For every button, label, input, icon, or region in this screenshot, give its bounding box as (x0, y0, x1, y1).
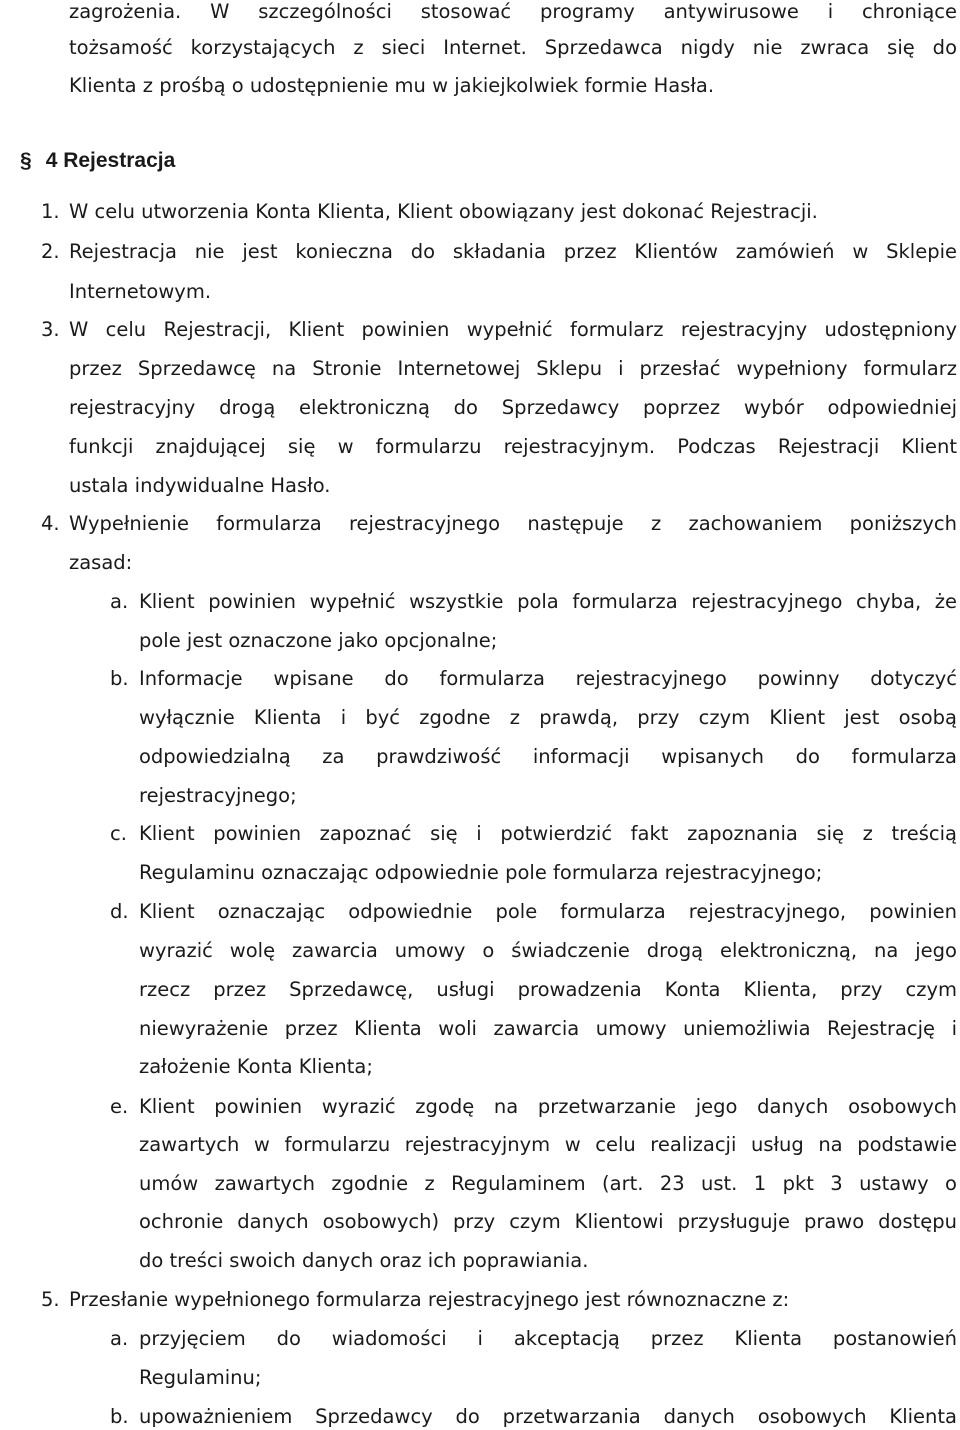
sub-item-line: odpowiedzialną za prawdziwość informacji wpisanych do formularza (139, 745, 957, 768)
section-heading (20, 148, 175, 174)
sub-item-letter: a. (110, 590, 129, 613)
sub-item-letter: b. (110, 1405, 129, 1428)
item-line: ustala indywidualne Hasło. (69, 474, 331, 497)
sub-item-line: wyłącznie Klienta i być zgodne z prawdą, przy czym Klient jest osobą (139, 706, 957, 729)
sub-item-letter: e. (110, 1095, 129, 1118)
intro-line: tożsamość korzystających z sieci Internet. Sprzedawca nigdy nie zwraca się do (69, 36, 957, 59)
sub-item-line: przyjęciem do wiadomości i akceptacją przez Klienta postanowień (139, 1327, 957, 1350)
sub-item-line: Klient powinien wyrazić zgodę na przetwarzanie jego danych osobowych (139, 1095, 957, 1118)
sub-item-line: Klient powinien wypełnić wszystkie pola formularza rejestracyjnego chyba, że (139, 590, 957, 613)
sub-item-line: zawartych w formularzu rejestracyjnym w celu realizacji usług na podstawie (139, 1133, 957, 1156)
sub-item-line: Informacje wpisane do formularza rejestracyjnego powinny dotyczyć (139, 667, 957, 690)
sub-item-line: upoważnieniem Sprzedawcy do przetwarzania danych osobowych Klienta (139, 1405, 957, 1428)
sub-item-line: do treści swoich danych oraz ich poprawiania. (139, 1249, 589, 1272)
item-line: W celu Rejestracji, Klient powinien wypełnić formularz rejestracyjny udostępniony (69, 318, 957, 341)
item-line: rejestracyjny drogą elektroniczną do Sprzedawcy poprzez wybór odpowiedniej (69, 396, 957, 419)
intro-line: zagrożenia. W szczególności stosować programy antywirusowe i chroniące (69, 0, 957, 23)
item-line: Przesłanie wypełnionego formularza rejestracyjnego jest równoznaczne z: (69, 1288, 790, 1311)
item-line: W celu utworzenia Konta Klienta, Klient obowiązany jest dokonać Rejestracji. (69, 200, 818, 223)
sub-item-line: Klient oznaczając odpowiednie pole formularza rejestracyjnego, powinien (139, 900, 957, 923)
section-symbol: § (20, 149, 32, 172)
sub-item-line: pole jest oznaczone jako opcjonalne; (139, 629, 498, 652)
item-line: funkcji znajdującej się w formularzu rejestracyjnym. Podczas Rejestracji Klient (69, 435, 957, 458)
item-number: 5. (41, 1288, 60, 1311)
sub-item-line: umów zawartych zgodnie z Regulaminem (art. 23 ust. 1 pkt 3 ustawy o (139, 1172, 957, 1195)
intro-line: Klienta z prośbą o udostępnienie mu w jakiejkolwiek formie Hasła. (69, 74, 715, 97)
sub-item-line: Regulaminu oznaczając odpowiednie pole formularza rejestracyjnego; (139, 861, 823, 884)
sub-item-letter: c. (110, 822, 127, 845)
sub-item-line: wyrazić wolę zawarcia umowy o świadczenie drogą elektroniczną, na jego (139, 939, 957, 962)
sub-item-line: Klient powinien zapoznać się i potwierdzić fakt zapoznania się z treścią (139, 822, 957, 845)
item-line: Internetowym. (69, 280, 212, 303)
section-title: 4 Rejestracja (45, 149, 176, 172)
item-number: 4. (41, 512, 60, 535)
item-number: 1. (41, 200, 60, 223)
item-number: 3. (41, 318, 60, 341)
sub-item-line: Regulaminu; (139, 1366, 262, 1389)
item-line: przez Sprzedawcę na Stronie Internetowej Sklepu i przesłać wypełniony formularz (69, 357, 957, 380)
sub-item-line: rejestracyjnego; (139, 784, 297, 807)
sub-item-line: założenie Konta Klienta; (139, 1055, 373, 1078)
sub-item-letter: d. (110, 900, 129, 923)
item-line: Wypełnienie formularza rejestracyjnego następuje z zachowaniem poniższych (69, 512, 957, 535)
item-line: zasad: (69, 551, 133, 574)
sub-item-line: niewyrażenie przez Klienta woli zawarcia umowy uniemożliwia Rejestrację i (139, 1017, 957, 1040)
item-line: Rejestracja nie jest konieczna do składania przez Klientów zamówień w Sklepie (69, 240, 957, 263)
sub-item-line: ochronie danych osobowych) przy czym Klientowi przysługuje prawo dostępu (139, 1210, 957, 1233)
sub-item-letter: b. (110, 667, 129, 690)
sub-item-line: rzecz przez Sprzedawcę, usługi prowadzenia Konta Klienta, przy czym (139, 978, 957, 1001)
item-number: 2. (41, 240, 60, 263)
sub-item-letter: a. (110, 1327, 129, 1350)
